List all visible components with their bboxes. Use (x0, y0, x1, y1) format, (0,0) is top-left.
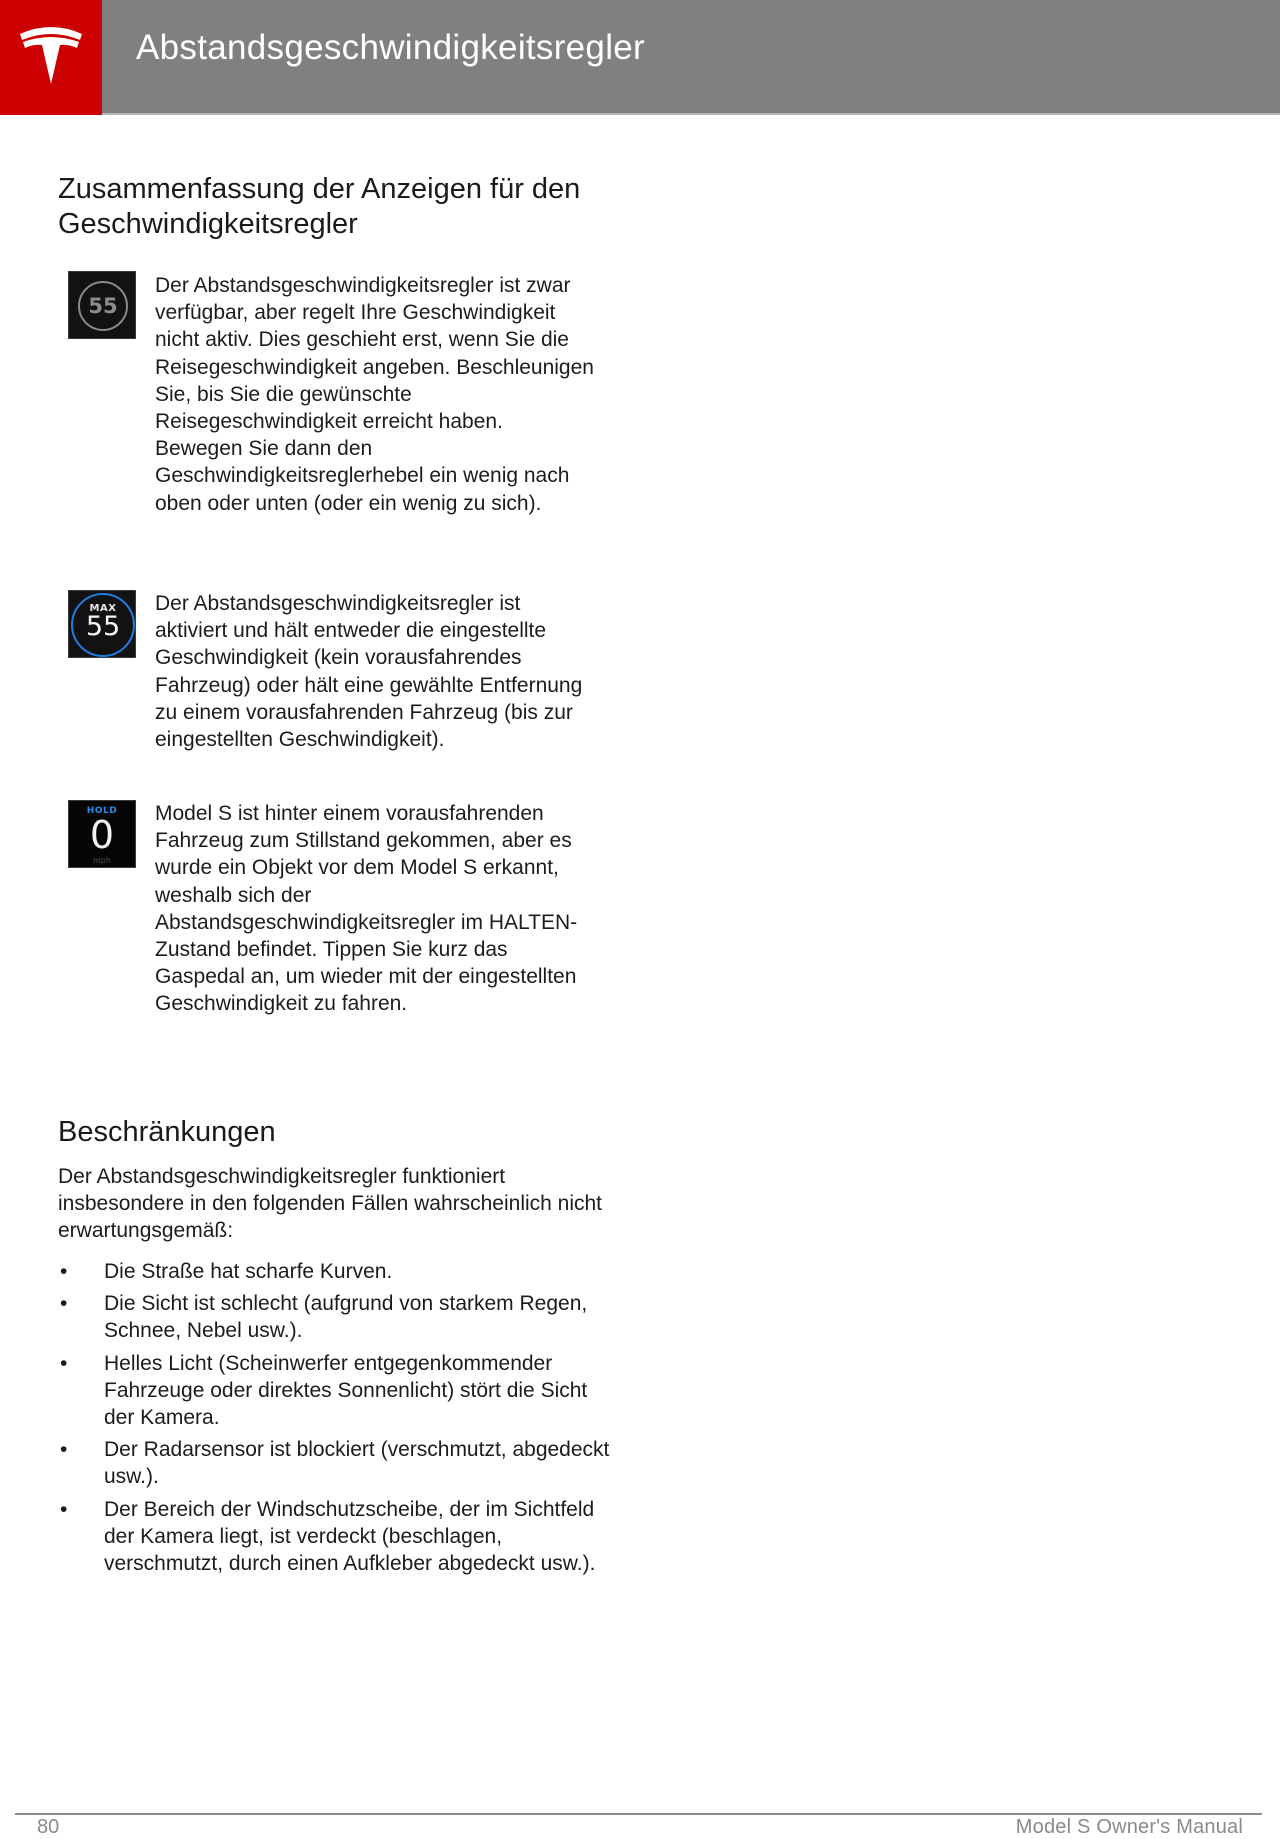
speed-max-active-icon (68, 590, 136, 658)
list-item-text: Der Radarsensor ist blockiert (verschmutzt, abgedeckt usw.). (104, 1438, 610, 1489)
bullet-icon: • (60, 1292, 68, 1316)
header-title: Abstandsgeschwindigkeitsregler (136, 28, 645, 67)
list-item (58, 1290, 618, 1344)
hold-label: HOLD (86, 806, 118, 816)
list-item-text: Der Bereich der Windschutzscheibe, der im Sichtfeld der Kamera liegt, ist verdeckt (beschlagen, verschmutzt, durch einen Aufkleber abgedeckt usw.). (104, 1497, 596, 1576)
indicator-description: Der Abstandsgeschwindigkeitsregler ist zwar verfügbar, aber regelt Ihre Geschwindigkeit nicht aktiv. Dies geschieht erst, wenn Sie die Reisegeschwindigkeit angeben. Beschleunigen Sie, bis Sie die gewünschte Reisegeschwindigkeit erreicht haben. Bewegen Sie dann den Geschwindigkeitsreglerhebel ein wenig nach oben oder unten (oder ein wenig zu sich). (155, 274, 594, 515)
speed-available-icon (68, 271, 136, 339)
list-item (58, 1436, 618, 1490)
bullet-icon: • (60, 1497, 68, 1521)
tesla-logo-icon (16, 22, 86, 86)
bullet-icon: • (60, 1438, 68, 1462)
hold-unit: mph (93, 856, 111, 865)
indicator-description: Der Abstandsgeschwindigkeitsregler ist aktiviert und hält entweder die eingestellte Geschwindigkeit (kein vorausfahrendes Fahrzeug) oder hält eine gewählte Entfernung zu einem vorausfahrenden Fahrzeug (bis zur eingestellten Geschwindigkeit). (155, 592, 583, 752)
bullet-icon: • (60, 1260, 68, 1283)
page-number: 80 (37, 1816, 60, 1838)
list-item (58, 1496, 618, 1578)
max-value: 55 (85, 611, 121, 642)
max-label: MAX (89, 603, 117, 614)
limitations-list (58, 1258, 618, 1582)
hold-icon (68, 800, 136, 868)
hold-value: 0 (89, 813, 115, 857)
limitations-heading: Beschränkungen (58, 1116, 276, 1148)
brand-logo-box (0, 0, 102, 115)
bullet-icon: • (60, 1351, 68, 1375)
indicator-description: Model S ist hinter einem vorausfahrenden Fahrzeug zum Stillstand gekommen, aber es wurde ein Objekt vor dem Model S erkannt, weshalb sich der Abstandsgeschwindigkeitsregler im HALTEN-Zustand befindet. Tippen Sie kurz das Gaspedal an, um wieder mit der eingestellten Geschwindigkeit zu fahren. (155, 802, 578, 1016)
manual-title: Model S Owner's Manual (1015, 1816, 1243, 1838)
limitations-intro: Der Abstandsgeschwindigkeitsregler funktioniert insbesondere in den folgenden Fällen wahrscheinlich nicht erwartungsgemäß: (58, 1165, 603, 1243)
list-item-text: Helles Licht (Scheinwerfer entgegenkommender Fahrzeuge oder direktes Sonnenlicht) stört die Sicht der Kamera. (104, 1351, 588, 1430)
list-item (58, 1350, 618, 1432)
list-item-text: Die Straße hat scharfe Kurven. (104, 1260, 393, 1283)
page-header (0, 0, 1280, 115)
list-item-text: Die Sicht ist schlecht (aufgrund von starkem Regen, Schnee, Nebel usw.). (104, 1292, 588, 1343)
footer-divider (15, 1813, 1262, 1815)
max-ring (71, 593, 135, 657)
list-item (58, 1258, 618, 1285)
speed-available-value: 55 (78, 281, 128, 331)
summary-heading: Zusammenfassung der Anzeigen für den Geschwindigkeitsregler (58, 173, 581, 240)
